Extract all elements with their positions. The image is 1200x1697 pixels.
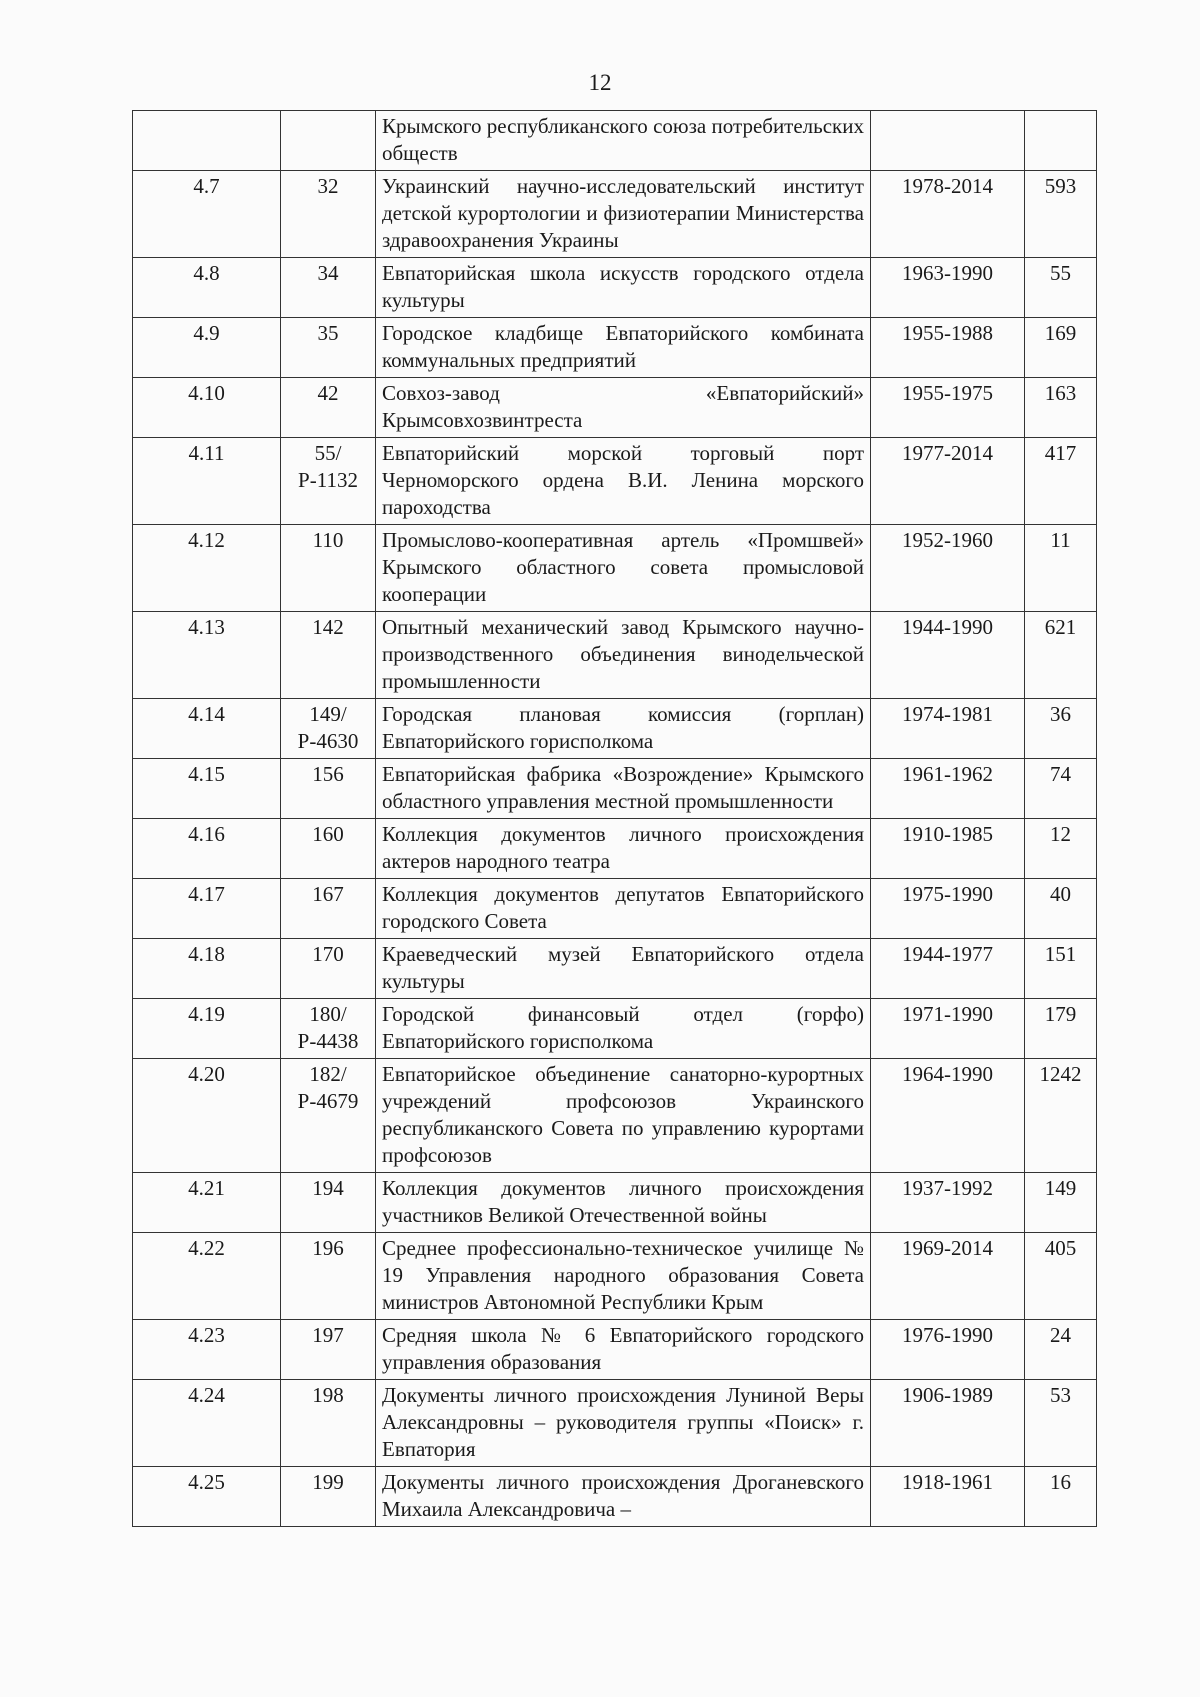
file-count-cell: 179	[1025, 999, 1097, 1059]
fond-name-cell: Средняя школа № 6 Евпаторийского городского управления образования	[376, 1320, 871, 1380]
date-range-cell: 1906-1989	[871, 1380, 1025, 1467]
date-range-cell: 1955-1975	[871, 378, 1025, 438]
file-count-cell: 16	[1025, 1467, 1097, 1527]
fond-id-cell: 55/Р-1132	[281, 438, 376, 525]
table-row	[133, 438, 1097, 525]
fond-name-cell: Городской финансовый отдел (горфо) Евпаторийского горисполкома	[376, 999, 871, 1059]
fond-name-cell: Коллекция документов личного происхождения актеров народного театра	[376, 819, 871, 879]
fund-number-cell: 4.10	[133, 378, 281, 438]
date-range-cell: 1971-1990	[871, 999, 1025, 1059]
date-range-cell: 1952-1960	[871, 525, 1025, 612]
table-row	[133, 171, 1097, 258]
fund-number-cell: 4.21	[133, 1173, 281, 1233]
fond-name-cell: Евпаторийское объединение санаторно-курортных учреждений профсоюзов Украинского республиканского Совета по управлению курортами профсоюзов	[376, 1059, 871, 1173]
fond-id-cell: 167	[281, 879, 376, 939]
fond-id-cell: 34	[281, 258, 376, 318]
fund-number-cell: 4.19	[133, 999, 281, 1059]
fond-id-cell: 149/Р-4630	[281, 699, 376, 759]
fond-id-cell: 197	[281, 1320, 376, 1380]
table-row	[133, 759, 1097, 819]
file-count-cell: 11	[1025, 525, 1097, 612]
fund-number-cell: 4.11	[133, 438, 281, 525]
file-count-cell: 40	[1025, 879, 1097, 939]
fond-name-cell: Коллекция документов депутатов Евпаторийского городского Совета	[376, 879, 871, 939]
fond-name-cell: Коллекция документов личного происхождения участников Великой Отечественной войны	[376, 1173, 871, 1233]
fond-id-cell: 32	[281, 171, 376, 258]
date-range-cell: 1961-1962	[871, 759, 1025, 819]
fund-number-cell: 4.18	[133, 939, 281, 999]
date-range-cell: 1937-1992	[871, 1173, 1025, 1233]
table-row	[133, 111, 1097, 171]
fond-id-cell: 198	[281, 1380, 376, 1467]
table-row	[133, 1320, 1097, 1380]
date-range-cell: 1964-1990	[871, 1059, 1025, 1173]
table-row	[133, 1173, 1097, 1233]
fond-id-cell: 196	[281, 1233, 376, 1320]
date-range-cell: 1969-2014	[871, 1233, 1025, 1320]
date-range-cell: 1974-1981	[871, 699, 1025, 759]
fund-number-cell: 4.8	[133, 258, 281, 318]
file-count-cell: 405	[1025, 1233, 1097, 1320]
file-count-cell: 169	[1025, 318, 1097, 378]
file-count-cell	[1025, 111, 1097, 171]
fond-name-cell: Опытный механический завод Крымского научно-производственного объединения винодельческой промышленности	[376, 612, 871, 699]
table-row	[133, 525, 1097, 612]
date-range-cell: 1918-1961	[871, 1467, 1025, 1527]
fund-number-cell: 4.16	[133, 819, 281, 879]
page-number: 12	[588, 70, 612, 95]
fond-id-cell: 182/Р-4679	[281, 1059, 376, 1173]
file-count-cell: 151	[1025, 939, 1097, 999]
file-count-cell: 417	[1025, 438, 1097, 525]
fond-name-cell: Среднее профессионально-техническое училище № 19 Управления народного образования Совета министров Автономной Республики Крым	[376, 1233, 871, 1320]
fund-number-cell: 4.15	[133, 759, 281, 819]
fund-number-cell: 4.12	[133, 525, 281, 612]
table-row	[133, 378, 1097, 438]
table-row	[133, 699, 1097, 759]
archive-fonds-table	[132, 110, 1097, 1527]
fond-id-cell: 170	[281, 939, 376, 999]
date-range-cell: 1944-1990	[871, 612, 1025, 699]
table-row	[133, 318, 1097, 378]
fund-number-cell: 4.22	[133, 1233, 281, 1320]
fund-number-cell: 4.24	[133, 1380, 281, 1467]
fond-id-cell	[281, 111, 376, 171]
fond-id-cell: 199	[281, 1467, 376, 1527]
table-row	[133, 1059, 1097, 1173]
file-count-cell: 1242	[1025, 1059, 1097, 1173]
date-range-cell: 1977-2014	[871, 438, 1025, 525]
fond-id-cell: 35	[281, 318, 376, 378]
fond-id-cell: 156	[281, 759, 376, 819]
fund-number-cell: 4.25	[133, 1467, 281, 1527]
fond-name-cell: Украинский научно-исследовательский институт детской курортологии и физиотерапии Министерства здравоохранения Украины	[376, 171, 871, 258]
fond-name-cell: Евпаторийская фабрика «Возрождение» Крымского областного управления местной промышленности	[376, 759, 871, 819]
table-row	[133, 258, 1097, 318]
file-count-cell: 12	[1025, 819, 1097, 879]
table-row	[133, 1233, 1097, 1320]
date-range-cell: 1978-2014	[871, 171, 1025, 258]
table-row	[133, 939, 1097, 999]
date-range-cell: 1963-1990	[871, 258, 1025, 318]
date-range-cell: 1910-1985	[871, 819, 1025, 879]
date-range-cell	[871, 111, 1025, 171]
fond-name-cell: Крымского республиканского союза потребительских обществ	[376, 111, 871, 171]
fond-id-cell: 180/Р-4438	[281, 999, 376, 1059]
file-count-cell: 593	[1025, 171, 1097, 258]
file-count-cell: 36	[1025, 699, 1097, 759]
fond-name-cell: Совхоз-завод «Евпаторийский» Крымсовхозвинтреста	[376, 378, 871, 438]
fond-name-cell: Городская плановая комиссия (горплан) Евпаторийского горисполкома	[376, 699, 871, 759]
fund-number-cell: 4.9	[133, 318, 281, 378]
file-count-cell: 74	[1025, 759, 1097, 819]
date-range-cell: 1955-1988	[871, 318, 1025, 378]
file-count-cell: 55	[1025, 258, 1097, 318]
table-row	[133, 1380, 1097, 1467]
file-count-cell: 149	[1025, 1173, 1097, 1233]
fund-number-cell	[133, 111, 281, 171]
fund-number-cell: 4.7	[133, 171, 281, 258]
fond-name-cell: Евпаторийский морской торговый порт Черноморского ордена В.И. Ленина морского пароходства	[376, 438, 871, 525]
table-row	[133, 999, 1097, 1059]
fond-id-cell: 42	[281, 378, 376, 438]
table-row	[133, 612, 1097, 699]
fund-number-cell: 4.13	[133, 612, 281, 699]
fund-number-cell: 4.23	[133, 1320, 281, 1380]
table-row	[133, 879, 1097, 939]
file-count-cell: 621	[1025, 612, 1097, 699]
file-count-cell: 24	[1025, 1320, 1097, 1380]
fond-id-cell: 194	[281, 1173, 376, 1233]
fond-id-cell: 160	[281, 819, 376, 879]
file-count-cell: 53	[1025, 1380, 1097, 1467]
file-count-cell: 163	[1025, 378, 1097, 438]
fund-number-cell: 4.20	[133, 1059, 281, 1173]
date-range-cell: 1975-1990	[871, 879, 1025, 939]
fond-name-cell: Документы личного происхождения Луниной Веры Александровны – руководителя группы «Поиск» г. Евпатория	[376, 1380, 871, 1467]
fund-number-cell: 4.14	[133, 699, 281, 759]
table-row	[133, 819, 1097, 879]
fond-name-cell: Городское кладбище Евпаторийского комбината коммунальных предприятий	[376, 318, 871, 378]
fond-id-cell: 110	[281, 525, 376, 612]
date-range-cell: 1944-1977	[871, 939, 1025, 999]
fund-number-cell: 4.17	[133, 879, 281, 939]
fond-id-cell: 142	[281, 612, 376, 699]
table-row	[133, 1467, 1097, 1527]
fond-name-cell: Евпаторийская школа искусств городского отдела культуры	[376, 258, 871, 318]
fond-name-cell: Краеведческий музей Евпаторийского отдела культуры	[376, 939, 871, 999]
date-range-cell: 1976-1990	[871, 1320, 1025, 1380]
fond-name-cell: Промыслово-кооперативная артель «Промшвей» Крымского областного совета промысловой кооперации	[376, 525, 871, 612]
fond-name-cell: Документы личного происхождения Дроганевского Михаила Александровича –	[376, 1467, 871, 1527]
